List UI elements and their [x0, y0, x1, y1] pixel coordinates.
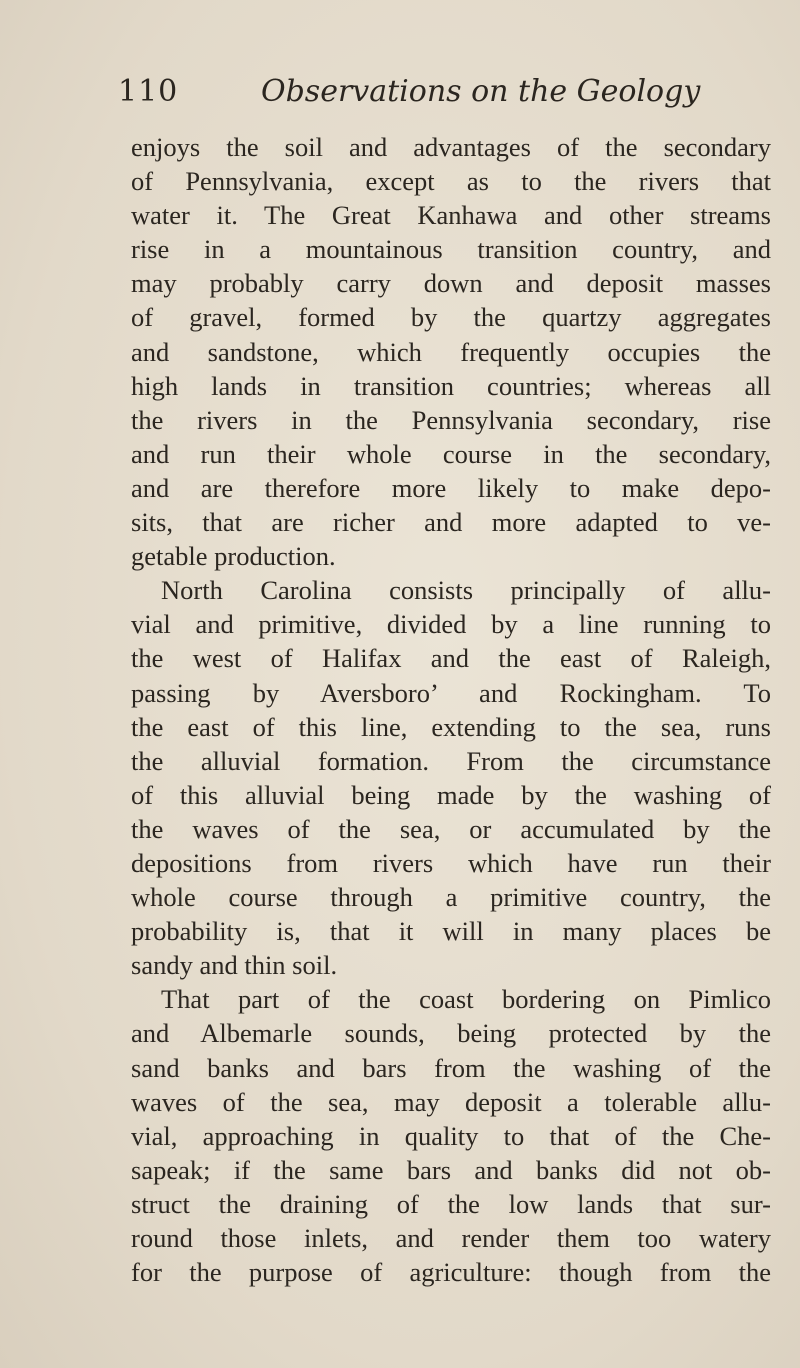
- text-line: water it. The Great Kanhawa and other streams: [131, 200, 771, 231]
- page-number: 110: [118, 74, 179, 109]
- text-line: passing by Aversboro’ and Rockingham. To: [131, 677, 771, 708]
- text-line: and Albemarle sounds, being protected by the: [131, 1018, 771, 1049]
- text-line: whole course through a primitive country, the: [131, 882, 771, 913]
- text-line: round those inlets, and render them too watery: [131, 1223, 771, 1253]
- text-line: for the purpose of agriculture: though from the: [131, 1257, 771, 1288]
- text-line: probability is, that it will in many places be: [131, 916, 771, 947]
- paragraph-start-line: North Carolina consists principally of allu-: [161, 575, 771, 606]
- text-line: depositions from rivers which have run their: [131, 847, 771, 878]
- text-line: of gravel, formed by the quartzy aggregates: [131, 302, 771, 333]
- text-line: the waves of the sea, or accumulated by the: [131, 813, 771, 844]
- text-line: and run their whole course in the secondary,: [131, 438, 771, 469]
- text-line: waves of the sea, may deposit a tolerable allu-: [131, 1086, 771, 1117]
- text-line: and are therefore more likely to make depo-: [131, 472, 771, 503]
- body-text: [131, 130, 771, 1289]
- text-line: enjoys the soil and advantages of the secondary: [131, 132, 771, 162]
- text-line: sits, that are richer and more adapted to ve-: [131, 507, 771, 538]
- text-line: the alluvial formation. From the circumstance: [131, 745, 771, 776]
- running-title: Observations on the Geology: [261, 74, 701, 109]
- text-line: the west of Halifax and the east of Raleigh,: [131, 643, 771, 674]
- text-line: and sandstone, which frequently occupies the: [131, 336, 771, 367]
- text-line: of Pennsylvania, except as to the rivers that: [131, 166, 771, 197]
- text-line: getable production.: [131, 541, 336, 572]
- text-line: of this alluvial being made by the washing of: [131, 779, 771, 810]
- text-line: may probably carry down and deposit masses: [131, 268, 771, 299]
- text-line: the rivers in the Pennsylvania secondary, rise: [131, 404, 771, 435]
- text-line: sapeak; if the same bars and banks did not ob-: [131, 1154, 771, 1185]
- text-line: the east of this line, extending to the sea, runs: [131, 711, 771, 742]
- text-line: sandy and thin soil.: [131, 950, 338, 981]
- text-line: high lands in transition countries; whereas all: [131, 370, 771, 401]
- text-line: sand banks and bars from the washing of the: [131, 1052, 771, 1083]
- paragraph-start-line: That part of the coast bordering on Pimlico: [161, 984, 771, 1015]
- running-head: [118, 72, 740, 112]
- text-line: rise in a mountainous transition country, and: [131, 234, 771, 265]
- text-line: vial and primitive, divided by a line running to: [131, 609, 771, 640]
- text-line: struct the draining of the low lands that sur-: [131, 1188, 771, 1219]
- text-line: vial, approaching in quality to that of the Che-: [131, 1120, 771, 1151]
